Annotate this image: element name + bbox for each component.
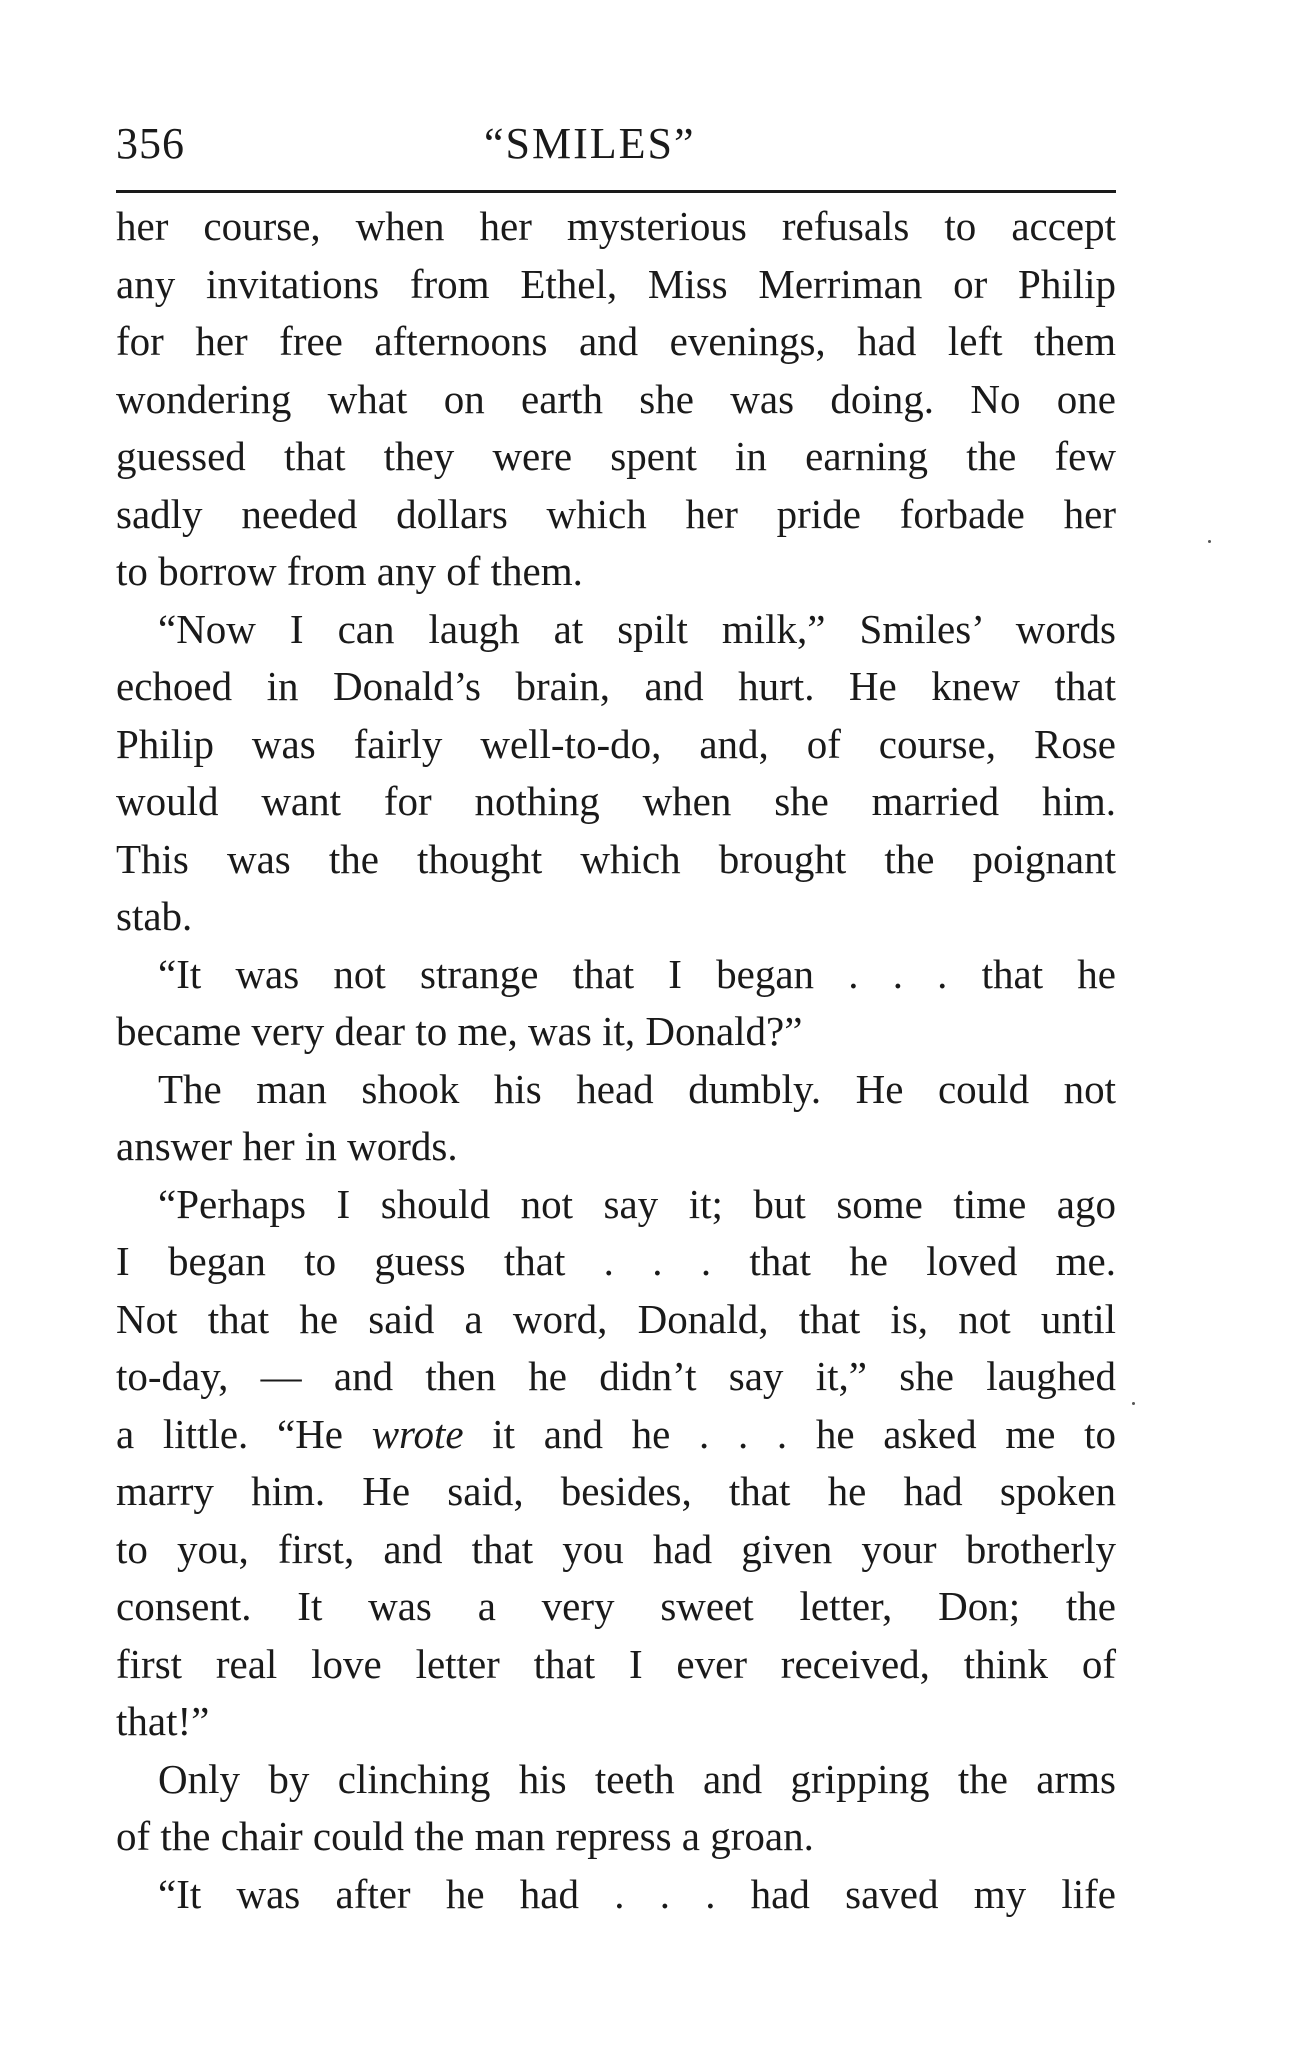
text-line: echoed in Donald’s brain, and hurt. He knew that [116,663,1116,709]
text-line: sadly needed dollars which her pride forbade her [116,490,1116,537]
text-line: Not that he said a word, Donald, that is, not until [116,1295,1116,1342]
text-line: “It was after he had . . . had saved my life [158,1870,1116,1917]
text-line: The man shook his head dumbly. He could not [158,1065,1116,1112]
running-head [116,118,1116,182]
text-line: would want for nothing when she married him. [116,778,1116,824]
text-line: This was the thought which brought the poignant [116,835,1116,882]
text-line: Only by clinching his teeth and gripping the arms [158,1755,1116,1802]
text-line: to-day, — and then he didn’t say it,” she laughed [116,1353,1116,1399]
text-line: stab. [116,893,193,939]
text-line: that!” [116,1698,210,1744]
text-line: a little. “He wrote it and he . . . he asked me to [116,1410,1116,1457]
header-rule [116,190,1116,193]
text-line: I began to guess that . . . that he loved me. [116,1238,1116,1284]
text-line: of the chair could the man repress a groan. [116,1813,814,1859]
emphasis: wrote [371,1410,464,1457]
scan-speck [1208,540,1211,543]
text-line: for her free afternoons and evenings, had left them [116,318,1116,364]
text-line: wondering what on earth she was doing. No one [116,375,1116,422]
text-line: any invitations from Ethel, Miss Merriman or Philip [116,260,1116,307]
running-title: “SMILES” [484,119,696,168]
scan-speck [1132,1402,1135,1405]
text-line: to borrow from any of them. [116,548,583,594]
text-line: “Now I can laugh at spilt milk,” Smiles’ words [158,605,1116,652]
text-line: answer her in words. [116,1123,458,1169]
text-line: marry him. He said, besides, that he had spoken [116,1468,1116,1514]
text-line: became very dear to me, was it, Donald?” [116,1008,803,1054]
text-line: to you, first, and that you had given your brotherly [116,1525,1116,1572]
text-line: “It was not strange that I began . . . that he [158,950,1116,997]
text-line: consent. It was a very sweet letter, Don; the [116,1583,1116,1629]
text-line: “Perhaps I should not say it; but some time ago [158,1180,1116,1227]
text-line: guessed that they were spent in earning the few [116,433,1116,479]
page-number: 356 [116,119,185,168]
body-text [116,198,1116,1923]
text-line: Philip was fairly well-to-do, and, of course, Rose [116,720,1116,767]
text-line: her course, when her mysterious refusals to accept [116,203,1116,249]
text-line: first real love letter that I ever received, think of [116,1640,1116,1687]
